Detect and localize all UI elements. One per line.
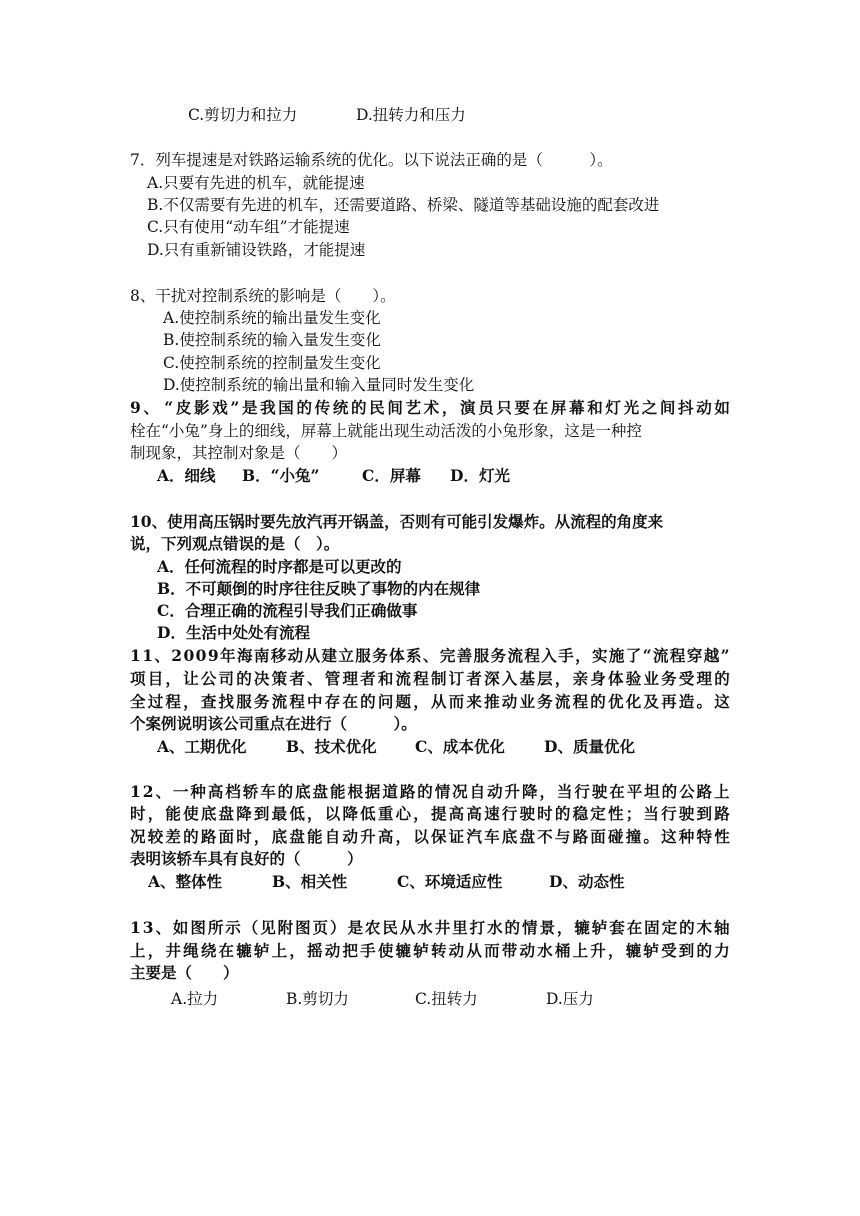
q8-option-b: B.使控制系统的输入量发生变化: [163, 331, 381, 349]
q12-stem-line-1: 1 2 、 一 种 高 档 轿 车 的 底 盘 能 根 据 道 路 的 情 况 自 动 升 降 ， 当 行 驶 在 平 坦 的 公 路 上: [130, 782, 730, 801]
q13-option-b: B.剪切力: [286, 990, 349, 1008]
q11-stem-line-3: 全 过 程 ， 查 找 服 务 流 程 中 存 在 的 问 题 ， 从 而 来 推 动 业 务 流 程 的 优 化 及 再 造 。 这: [130, 692, 730, 711]
q9-option-a: A．细线: [157, 466, 216, 485]
q11-stem-line-4: 个案例说明该公司重点在进行（ ）。: [130, 714, 417, 733]
q7-option-c: C.只有使用“动车组”才能提速: [147, 218, 350, 236]
q11-option-a: A、工期优化: [157, 737, 247, 756]
q12-option-a: A、整体性: [148, 872, 223, 891]
q9-stem-line-3: 制现象，其控制对象是（ ）: [130, 444, 348, 462]
q10-option-a: A．任何流程的时序都是可以更改的: [157, 557, 402, 576]
q10-stem-line-1: 10、使用高压锅时要先放汽再开锅盖，否则有可能引发爆炸。从流程的角度来: [130, 512, 664, 531]
q7-option-d: D.只有重新铺设铁路，才能提速: [147, 241, 366, 259]
q13-option-a: A.拉力: [171, 990, 219, 1008]
q12-stem-line-3: 况 较 差 的 路 面 时 ， 底 盘 能 自 动 升 高 ， 以 保 证 汽 车 底 盘 不 与 路 面 碰 撞 。 这 种 特 性: [130, 827, 730, 846]
q8-stem: 8、干扰对控制系统的影响是（ ）。: [130, 287, 396, 305]
q7-option-b: B.不仅需要有先进的机车，还需要道路、桥梁、隧道等基础设施的配套改进: [147, 196, 660, 214]
q11-stem-line-2: 项 目 ， 让 公 司 的 决 策 者 、 管 理 者 和 流 程 制 订 者 深 入 基 层 ， 亲 身 体 验 业 务 受 理 的: [130, 669, 730, 688]
q9-option-b: B．“小兔”: [242, 466, 320, 485]
q11-option-d: D、质量优化: [544, 737, 635, 756]
q12-stem-line-4: 表明该轿车具有良好的（ ）: [130, 849, 363, 868]
q12-stem-line-2: 时 ， 能 使 底 盘 降 到 最 低 ， 以 降 低 重 心 ， 提 高 高 速 行 驶 时 的 稳 定 性 ； 当 行 驶 到 路: [130, 804, 730, 823]
q12-option-d: D、动态性: [549, 872, 625, 891]
q9-stem-line-1: 9 、 “ 皮 影 戏 ” 是 我 国 的 传 统 的 民 间 艺 术 ， 演 员 只 要 在 屏 幕 和 灯 光 之 间 抖 动 如: [130, 398, 730, 417]
q8-option-d: D.使控制系统的输出量和输入量同时发生变化: [163, 376, 475, 394]
q13-option-c: C.扭转力: [415, 990, 478, 1008]
q11-option-b: B、技术优化: [286, 737, 377, 756]
q6-option-c: C.剪切力和拉力: [188, 106, 298, 124]
q13-stem-line-2: 上 ， 井 绳 绕 在 辘 轳 上 ， 摇 动 把 手 使 辘 轳 转 动 从 而 带 动 水 桶 上 升 ， 辘 轳 受 到 的 力: [130, 941, 730, 960]
q7-option-a: A.只要有先进的机车，就能提速: [147, 174, 365, 192]
q10-option-c: C．合理正确的流程引导我们正确做事: [157, 601, 418, 620]
q12-option-b: B、相关性: [272, 872, 348, 891]
q13-option-d: D.压力: [546, 990, 594, 1008]
q10-option-d: D．生活中处处有流程: [157, 623, 310, 642]
q10-stem-line-2: 说，下列观点错误的是（ ）。: [130, 534, 340, 553]
q13-stem-line-3: 主要是（ ）: [130, 963, 239, 982]
q12-option-c: C、环境适应性: [397, 872, 503, 891]
q6-option-d: D.扭转力和压力: [356, 106, 466, 124]
q13-stem-line-1: 1 3 、 如 图 所 示 （ 见 附 图 页 ） 是 农 民 从 水 井 里 打 水 的 情 景 ， 辘 轳 套 在 固 定 的 木 轴: [130, 918, 730, 937]
q9-stem-line-2: 栓在“小兔”身上的细线，屏幕上就能出现生动活泼的小兔形象，这是一种控: [130, 422, 642, 440]
q9-option-d: D．灯光: [450, 466, 510, 485]
q9-option-c: C．屏幕: [362, 466, 421, 485]
q11-stem-line-1: 1 1 、 2 0 0 9 年 海 南 移 动 从 建 立 服 务 体 系 、 完 善 服 务 流 程 入 手 ， 实 施 了 “ 流 程 穿 越 ”: [130, 646, 730, 665]
q7-stem: 7．列车提速是对铁路运输系统的优化。以下说法正确的是（ ）。: [130, 151, 613, 169]
q10-option-b: B．不可颠倒的时序往往反映了事物的内在规律: [157, 579, 481, 598]
q8-option-a: A.使控制系统的输出量发生变化: [163, 309, 381, 327]
q11-option-c: C、成本优化: [415, 737, 505, 756]
q8-option-c: C.使控制系统的控制量发生变化: [163, 354, 381, 372]
